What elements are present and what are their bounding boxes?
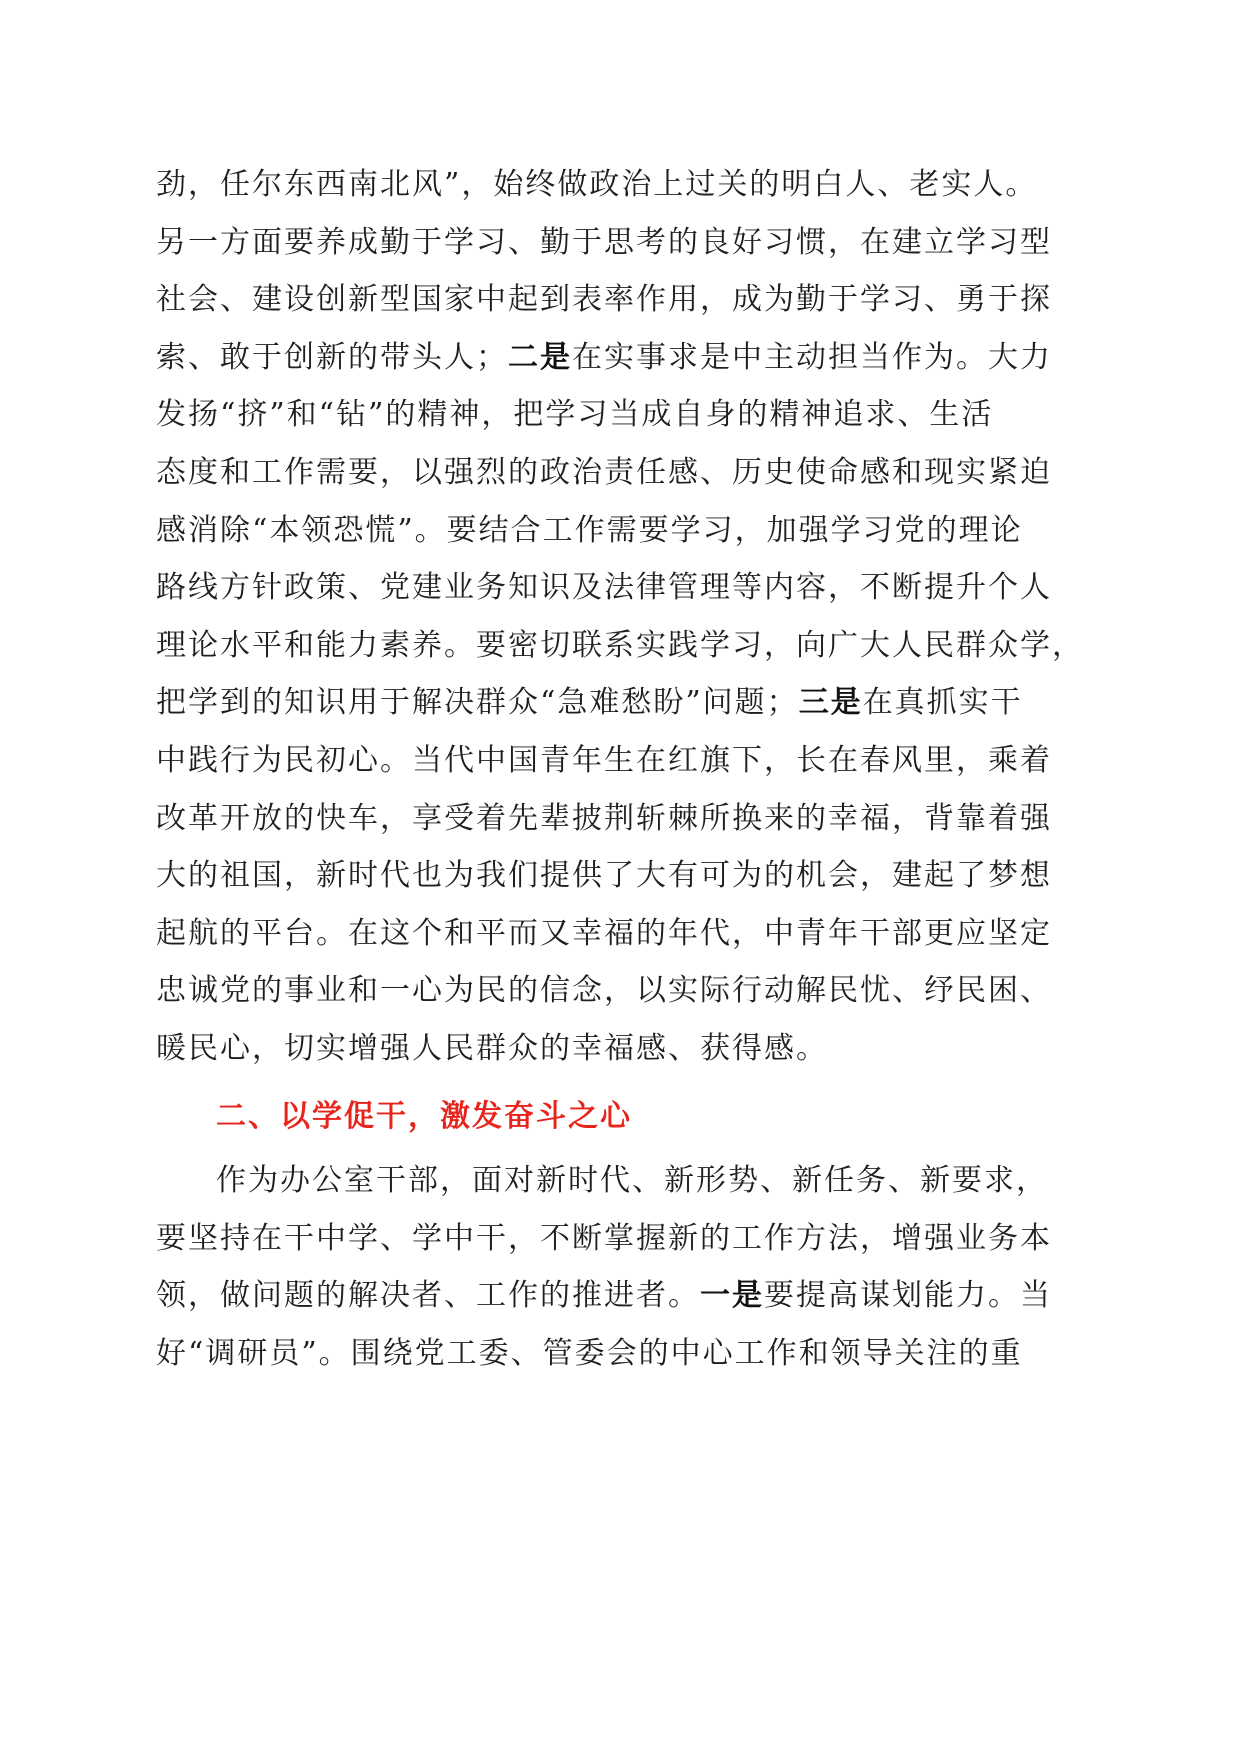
text-run: 起航的平台。在这个和平而又幸福的年代，中青年干部更应坚定: [156, 915, 1052, 951]
text-line: [156, 799, 1052, 839]
text-line: [156, 1334, 1023, 1374]
section-heading: 二、以学促干，激发奋斗之心: [216, 1099, 632, 1134]
text-line: [156, 856, 1052, 896]
text-line: [156, 395, 993, 435]
text-run: 领，做问题的解决者、工作的推进者。: [156, 1278, 700, 1314]
text-run: 要坚持在干中学、学中干，不断掌握新的工作方法，增强业务本: [156, 1220, 1052, 1256]
text-run: 感消除“本领恐慌”。要结合工作需要学习，加强学习党的理论: [156, 512, 1023, 548]
text-run: 把学到的知识用于解决群众“急难愁盼”问题；: [156, 685, 799, 721]
text-line: [156, 971, 1052, 1011]
text-run: 在真抓实干: [862, 685, 1023, 721]
text-run: 路线方针政策、党建业务知识及法律管理等内容，不断提升个人: [156, 570, 1052, 606]
text-run: 另一方面要养成勤于学习、勤于思考的良好习惯，在建立学习型: [156, 224, 1052, 260]
text-run: 中践行为民初心。当代中国青年生在红旗下，长在春风里，乘着: [156, 743, 1052, 778]
text-line: [156, 511, 1023, 551]
text-line: [156, 1219, 1052, 1259]
bold-marker: 二是: [508, 339, 572, 375]
bold-marker: 三是: [798, 685, 863, 721]
text-run: 改革开放的快车，享受着先辈披荆斩棘所换来的幸福，背靠着强: [156, 800, 1052, 836]
text-run: 作为办公室干部，面对新时代、新形势、新任务、新要求，: [216, 1163, 1048, 1198]
text-line: [156, 741, 1052, 781]
text-line: [216, 1161, 1048, 1201]
text-run: 社会、建设创新型国家中起到表率作用，成为勤于学习、勇于探: [156, 282, 1052, 318]
text-run: 态度和工作需要，以强烈的政治责任感、历史使命感和现实紧迫: [156, 455, 1052, 490]
text-line: [156, 626, 1084, 666]
text-run: 理论水平和能力素养。要密切联系实践学习，向广大人民群众学，: [156, 627, 1084, 663]
text-line: [156, 1029, 828, 1069]
bold-marker: 一是: [700, 1278, 764, 1314]
text-run: 大的祖国，新时代也为我们提供了大有可为的机会，建起了梦想: [156, 858, 1052, 894]
text-line: [156, 683, 1023, 723]
text-run: 暖民心，切实增强人民群众的幸福感、获得感。: [156, 1031, 828, 1066]
text-run: 要提高谋划能力。当: [764, 1278, 1052, 1314]
text-line: [156, 280, 1052, 320]
text-line: [156, 914, 1052, 954]
text-run: 好“调研员”。围绕党工委、管委会的中心工作和领导关注的重: [156, 1335, 1023, 1371]
text-line: [156, 1276, 1052, 1316]
text-line: [156, 223, 1052, 263]
text-run: 劲，任尔东西南北风”，始终做政治上过关的明白人、老实人。: [156, 167, 1038, 202]
text-run: 发扬“挤”和“钻”的精神，把学习当成自身的精神追求、生活: [156, 397, 994, 433]
text-run: 在实事求是中主动担当作为。大力: [572, 339, 1052, 375]
text-line: [156, 165, 1037, 205]
text-line: [156, 453, 1052, 493]
text-run: 索、敢于创新的带头人；: [156, 339, 508, 375]
text-line: [156, 568, 1052, 608]
text-run: 忠诚党的事业和一心为民的信念，以实际行动解民忧、纾民困、: [156, 973, 1052, 1009]
text-line: [156, 338, 1052, 378]
